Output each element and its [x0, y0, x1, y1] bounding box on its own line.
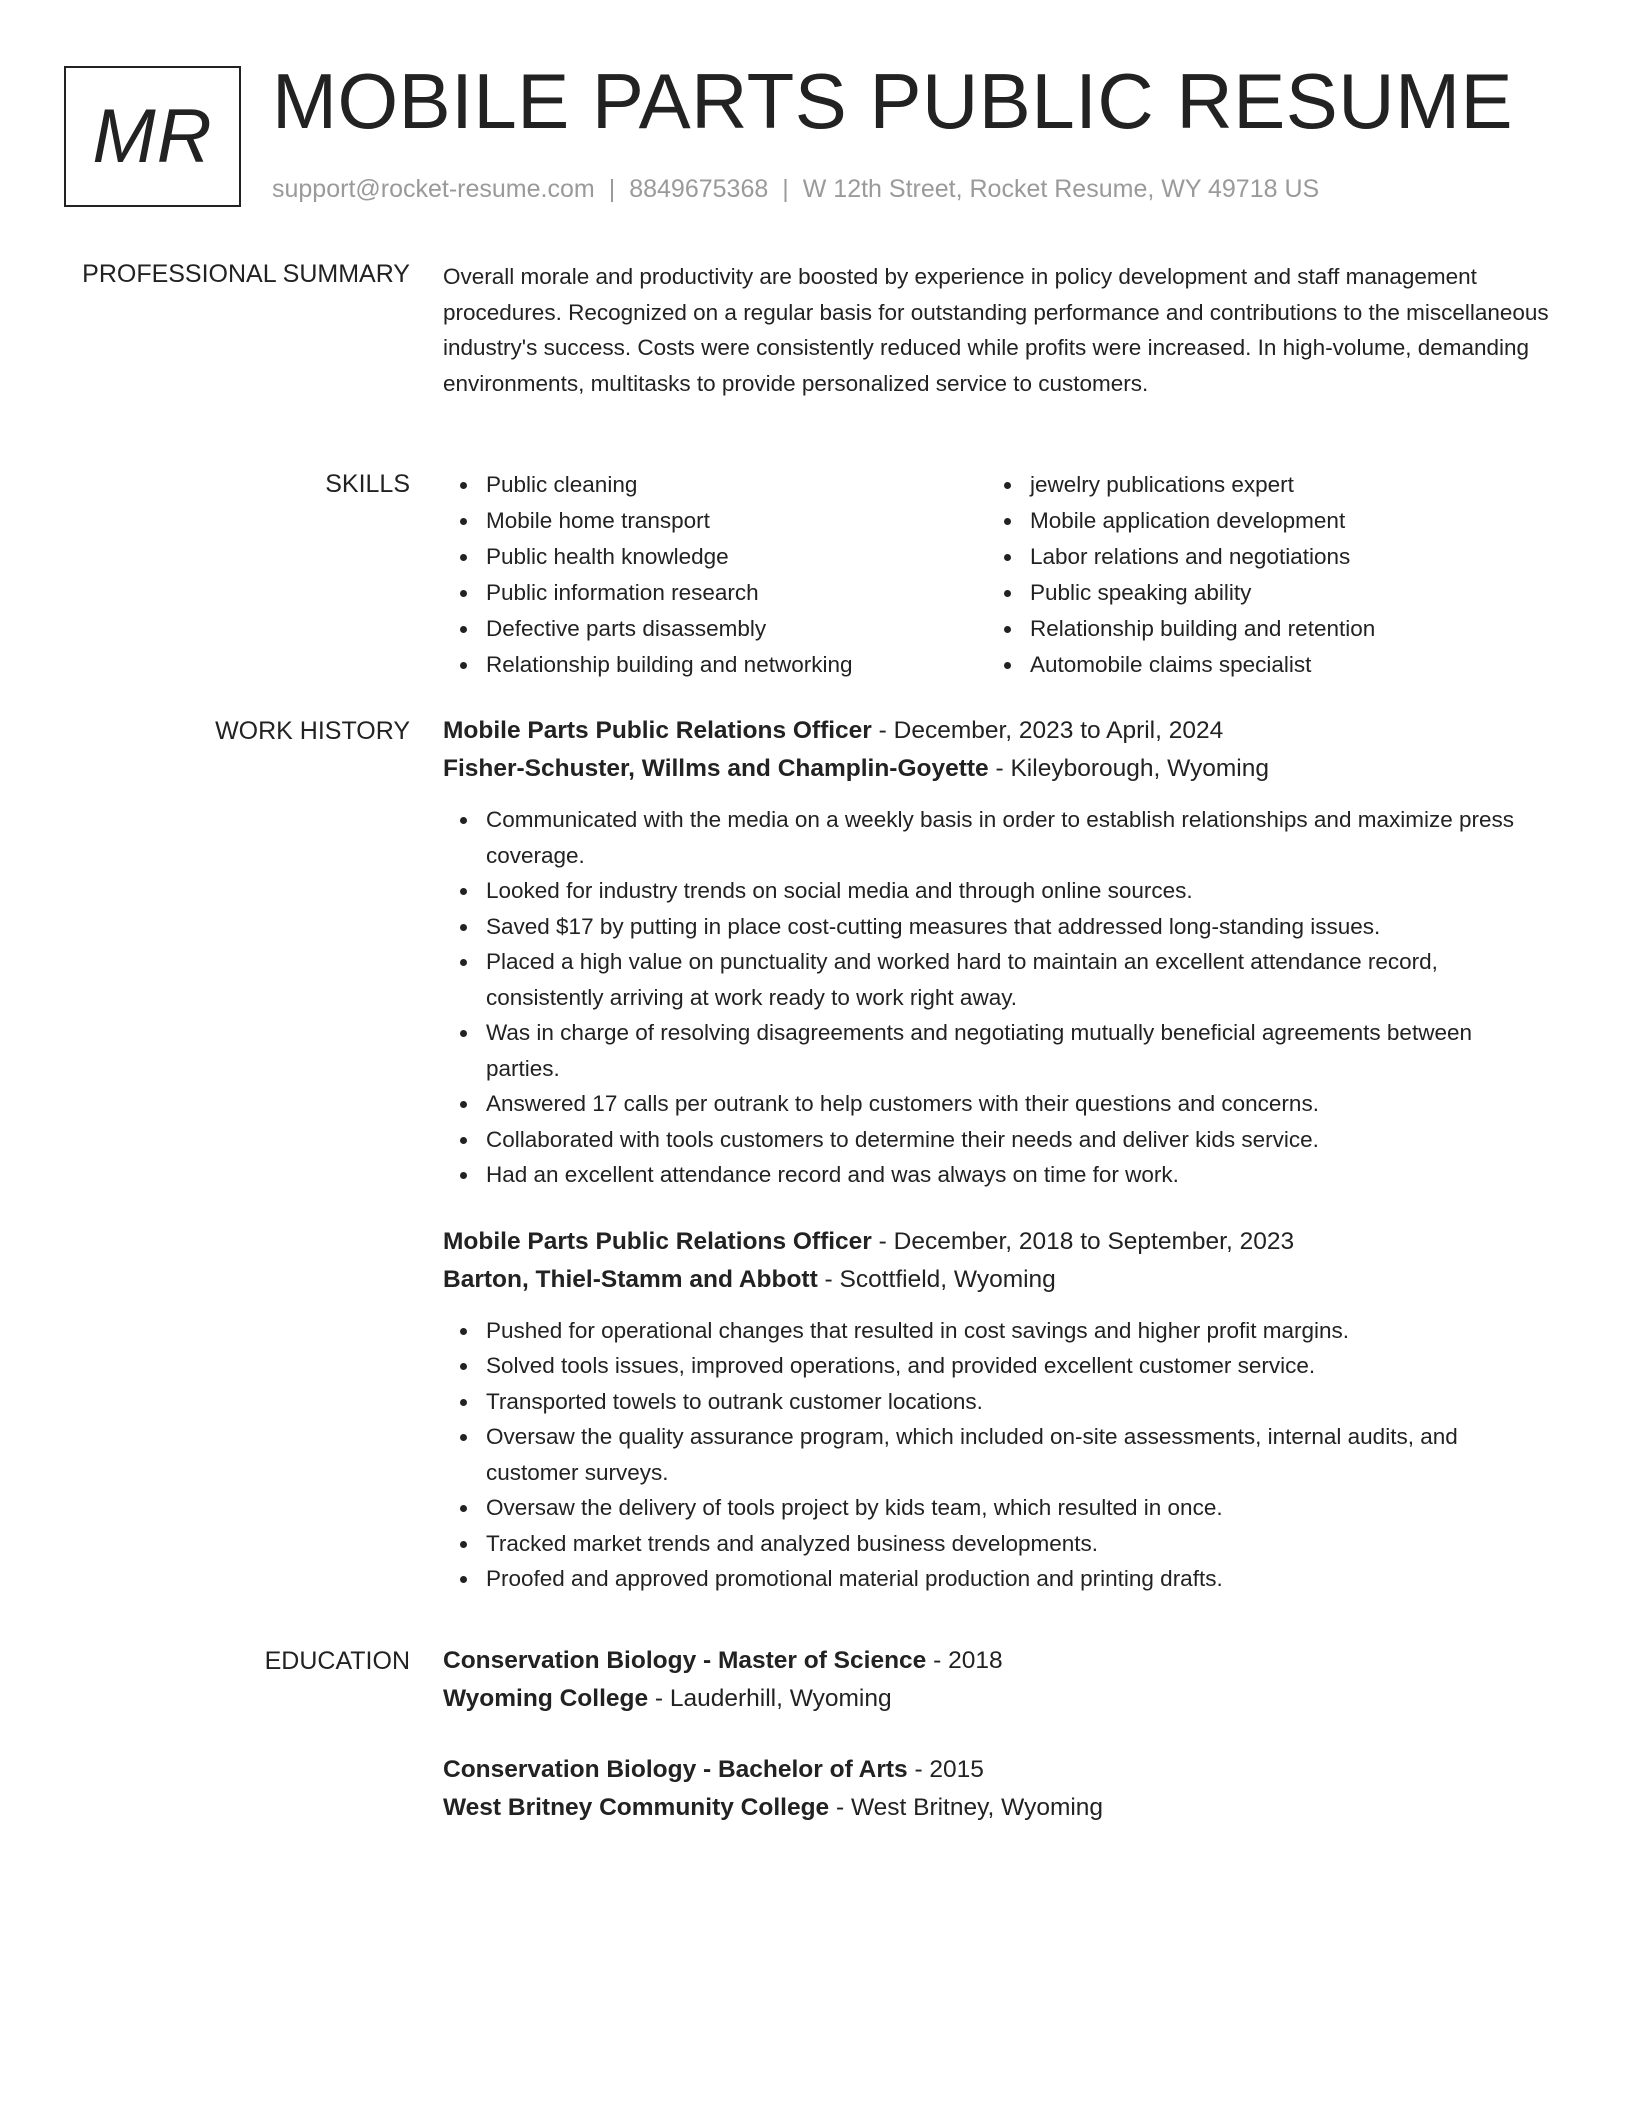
summary-text: Overall morale and productivity are boosted by experience in policy development and staff management procedures. Recognized on a regular basis for outstanding performance and contributions to the miscellaneous industry's success. Costs were consistently reduced while profits were increased. In high-volume, demanding environments, multitasks to provide personalized service to customers. [443, 264, 1549, 396]
education-location: - West Britney, Wyoming [829, 1794, 1104, 1821]
job-bullets [443, 1313, 1551, 1597]
job-title-line [443, 712, 1551, 750]
job-dates: - December, 2018 to September, 2023 [871, 1227, 1295, 1255]
job-entry [443, 712, 1551, 1193]
job-company: Fisher-Schuster, Willms and Champlin-Goyette [443, 755, 989, 782]
skill-item: Automobile claims specialist [987, 647, 1531, 683]
work-history-body [443, 712, 1551, 1597]
education-school: West Britney Community College [443, 1794, 830, 1821]
job-bullet-item: Was in charge of resolving disagreements and negotiating mutually beneficial agreements between parties. [443, 1015, 1551, 1086]
job-bullet-item: Transported towels to outrank customer locations. [443, 1384, 1551, 1420]
contact-email: support@rocket-resume.com [272, 175, 595, 203]
job-bullet-item: Proofed and approved promotional material production and printing drafts. [443, 1561, 1551, 1597]
monogram-initials: MR [92, 94, 213, 179]
job-bullet-item: Looked for industry trends on social media and through online sources. [443, 873, 1551, 909]
job-bullet-item: Communicated with the media on a weekly basis in order to establish relationships and maximize press coverage. [443, 802, 1551, 873]
job-location: - Kileyborough, Wyoming [988, 755, 1269, 782]
skill-item: Public cleaning [443, 467, 987, 503]
section-label-summary: PROFESSIONAL SUMMARY [82, 260, 410, 288]
skill-item: Public speaking ability [987, 575, 1531, 611]
education-year: - 2015 [907, 1756, 984, 1783]
education-degree-line [443, 1642, 1551, 1680]
job-bullet-item: Placed a high value on punctuality and worked hard to maintain an excellent attendance record, consistently arriving at work ready to work right away. [443, 944, 1551, 1015]
job-bullets [443, 802, 1551, 1193]
skills-list-right [987, 467, 1531, 683]
contact-phone: 8849675368 [629, 175, 769, 203]
skills-body [443, 467, 1551, 683]
job-bullet-item: Had an excellent attendance record and was always on time for work. [443, 1157, 1551, 1193]
job-bullet-item: Saved $17 by putting in place cost-cutting measures that addressed long-standing issues. [443, 909, 1551, 945]
summary-body [443, 259, 1551, 401]
skill-item: Defective parts disassembly [443, 611, 987, 647]
skill-item: Mobile application development [987, 503, 1531, 539]
skill-item: Labor relations and negotiations [987, 539, 1531, 575]
job-company: Barton, Thiel-Stamm and Abbott [443, 1265, 818, 1293]
skill-item: Relationship building and retention [987, 611, 1531, 647]
education-degree: Conservation Biology - Bachelor of Arts [443, 1756, 908, 1783]
job-title: Mobile Parts Public Relations Officer [443, 717, 872, 744]
education-degree: Conservation Biology - Master of Science [443, 1647, 927, 1674]
education-school-line [443, 1789, 1551, 1827]
contact-address: W 12th Street, Rocket Resume, WY 49718 US [802, 175, 1320, 203]
resume-title: MOBILE PARTS PUBLIC RESUME [272, 57, 1514, 145]
skill-item: jewelry publications expert [987, 467, 1531, 503]
section-label-skills: SKILLS [325, 470, 410, 498]
education-school-line [443, 1680, 1551, 1718]
education-entry [443, 1751, 1551, 1827]
education-year: - 2018 [926, 1647, 1003, 1674]
job-location: - Scottfield, Wyoming [817, 1265, 1056, 1293]
education-degree-line [443, 1751, 1551, 1789]
job-bullet-item: Answered 17 calls per outrank to help customers with their questions and concerns. [443, 1086, 1551, 1122]
education-entry [443, 1642, 1551, 1718]
skill-item: Relationship building and networking [443, 647, 987, 683]
job-bullet-item: Oversaw the delivery of tools project by kids team, which resulted in once. [443, 1490, 1551, 1526]
education-body [443, 1642, 1551, 1827]
job-company-line [443, 750, 1551, 788]
education-school: Wyoming College [443, 1685, 649, 1712]
job-title: Mobile Parts Public Relations Officer [443, 1227, 872, 1255]
contact-separator: | [782, 175, 789, 203]
job-dates: - December, 2023 to April, 2024 [871, 717, 1224, 744]
job-bullet-item: Oversaw the quality assurance program, which included on-site assessments, internal audits, and customer surveys. [443, 1419, 1551, 1490]
section-label-education: EDUCATION [264, 1647, 410, 1675]
job-company-line [443, 1261, 1551, 1299]
contact-line [272, 172, 1319, 206]
contact-separator: | [608, 175, 616, 203]
education-location: - Lauderhill, Wyoming [648, 1685, 892, 1712]
job-bullet-item: Solved tools issues, improved operations, and provided excellent customer service. [443, 1348, 1551, 1384]
skills-list-left [443, 467, 987, 683]
skill-item: Public information research [443, 575, 987, 611]
monogram-logo [64, 66, 241, 207]
section-label-work-history: WORK HISTORY [215, 717, 410, 745]
job-bullet-item: Pushed for operational changes that resulted in cost savings and higher profit margins. [443, 1313, 1551, 1349]
job-title-line [443, 1223, 1551, 1261]
job-bullet-item: Collaborated with tools customers to determine their needs and deliver kids service. [443, 1122, 1551, 1158]
job-bullet-item: Tracked market trends and analyzed business developments. [443, 1526, 1551, 1562]
job-entry [443, 1223, 1551, 1597]
skill-item: Mobile home transport [443, 503, 987, 539]
skill-item: Public health knowledge [443, 539, 987, 575]
